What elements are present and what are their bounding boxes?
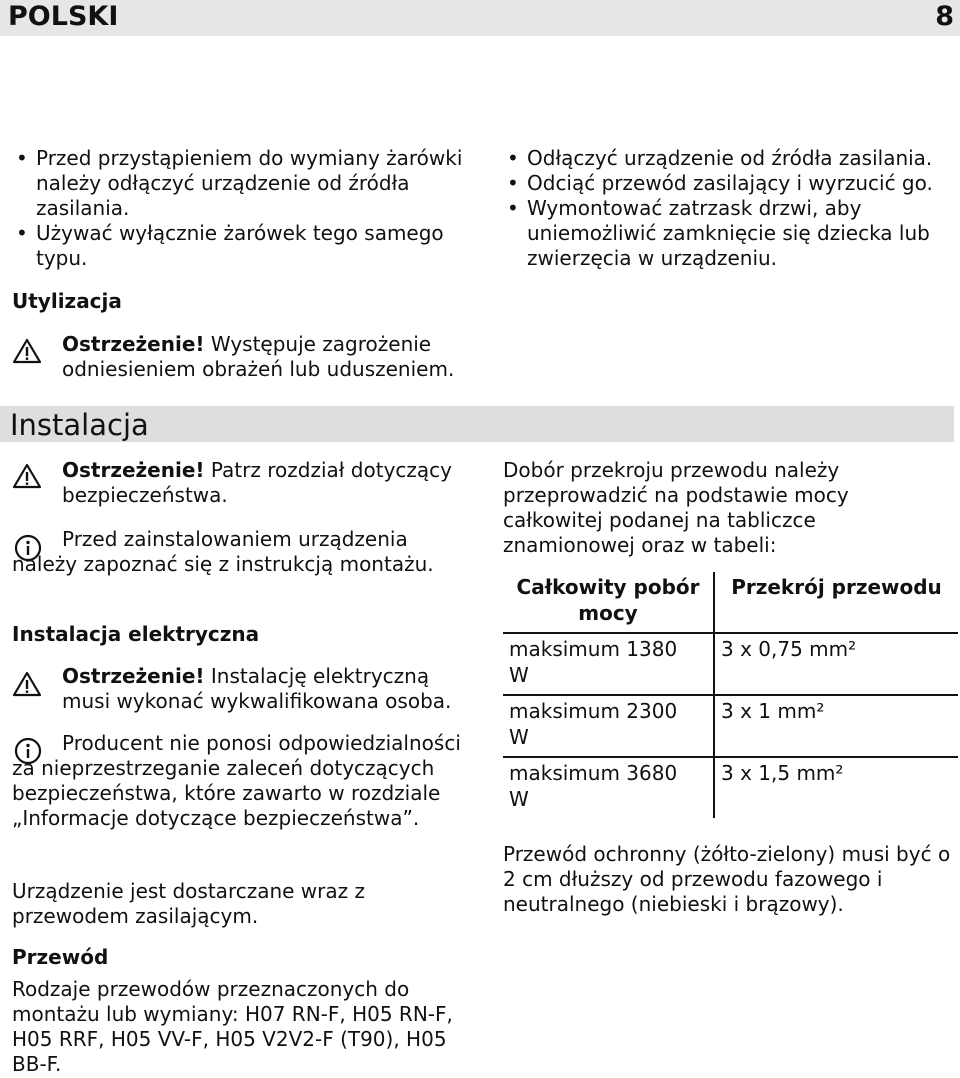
- page-number: 8: [935, 1, 954, 32]
- column-header: Całkowity pobór mocy: [503, 572, 714, 633]
- table-header-row: [503, 572, 958, 633]
- disposal-steps-block: [503, 146, 943, 271]
- list-item: • Wymontować zatrzask drzwi, aby uniemożliwić zamknięcie się dziecka lub zwierzęcia w urządzeniu.: [503, 196, 943, 271]
- list-item: • Używać wyłącznie żarówek tego samego typu.: [12, 221, 482, 271]
- bulb-replacement-list-block: [12, 146, 482, 271]
- warning-text: Instalację elektryczną musi wykonać wykwalifikowana osoba.: [62, 664, 452, 713]
- section-title: Instalacja: [10, 408, 149, 442]
- installation-section-bar: [0, 406, 954, 442]
- table-row: [503, 633, 958, 695]
- table-cell: maksimum 3680 W: [503, 757, 714, 818]
- warning-triangle-icon: [12, 671, 42, 697]
- warning-text: Patrz rozdział dotyczący bezpieczeństwa.: [62, 458, 452, 507]
- manufacturer-liability-info: Producent nie ponosi odpowiedzialności za nieprzestrzeganie zaleceń dotyczących bezpieczeństwa, które zawarto w rozdziale „Informacje dotyczące bezpieczeństwa”.: [12, 731, 461, 830]
- table-cell: maksimum 2300 W: [503, 695, 714, 757]
- warning-triangle-icon: [12, 338, 42, 364]
- table-cell: maksimum 1380 W: [503, 633, 714, 695]
- warning-label: Ostrzeżenie!: [62, 332, 205, 356]
- table-cell: 3 x 1 mm²: [714, 695, 958, 757]
- cable-types: Rodzaje przewodów przeznaczonych do montażu lub wymiany: H07 RN-F, H05 RN-F, H05 RRF, H05 VV-F, H05 V2V2-F (T90), H05 BB-F.: [12, 977, 453, 1076]
- table-cell: 3 x 1,5 mm²: [714, 757, 958, 818]
- electrical-warning: [62, 664, 472, 714]
- warning-triangle-icon: [12, 463, 42, 489]
- table-row: [503, 757, 958, 818]
- protective-conductor-note: Przewód ochronny (żółto-zielony) musi być o 2 cm dłuższy od przewodu fazowego i neutralnego (niebieski i brązowy).: [503, 842, 951, 916]
- installation-warning: [62, 458, 472, 508]
- column-header: Przekrój przewodu: [731, 575, 942, 599]
- table-cell: 3 x 0,75 mm²: [714, 633, 958, 695]
- supply-cable-note: Urządzenie jest dostarczane wraz z przewodem zasilającym.: [12, 879, 365, 928]
- disposal-warning: [62, 332, 462, 382]
- disposal-heading: Utylizacja: [12, 289, 122, 313]
- electrical-installation-heading: Instalacja elektryczna: [12, 622, 260, 646]
- list-item: • Odłączyć urządzenie od źródła zasilania.: [503, 146, 943, 171]
- page-header: [0, 0, 960, 36]
- installation-info: Przed zainstalowaniem urządzenia należy zapoznać się z instrukcją montażu.: [12, 527, 434, 576]
- table-row: [503, 695, 958, 757]
- disposal-steps-list: [503, 146, 943, 271]
- warning-label: Ostrzeżenie!: [62, 458, 205, 482]
- language-title: POLSKI: [8, 1, 119, 32]
- cable-cross-section-intro: Dobór przekroju przewodu należy przeprowadzić na podstawie mocy całkowitej podanej na tabliczce znamionowej oraz w tabeli:: [503, 458, 849, 557]
- bulb-replacement-list: [12, 146, 482, 271]
- list-item: • Przed przystąpieniem do wymiany żarówki należy odłączyć urządzenie od źródła zasilania.: [12, 146, 482, 221]
- cable-cross-section-table: [503, 572, 958, 818]
- cable-heading: Przewód: [12, 945, 109, 969]
- warning-text: Występuje zagrożenie odniesieniem obrażeń lub uduszeniem.: [62, 332, 455, 381]
- list-item: • Odciąć przewód zasilający i wyrzucić go.: [503, 171, 943, 196]
- warning-label: Ostrzeżenie!: [62, 664, 205, 688]
